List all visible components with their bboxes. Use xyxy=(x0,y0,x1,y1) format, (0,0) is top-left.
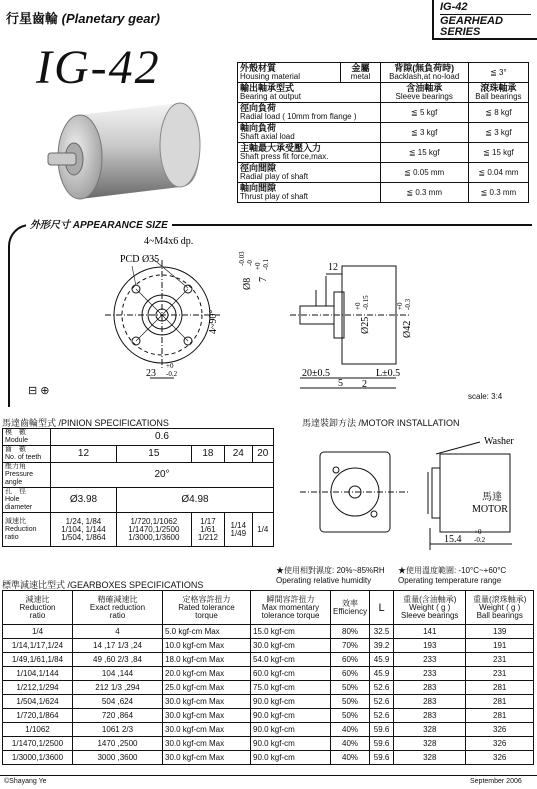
spec-row-radial-load: 徑向負荷 Radial load ( 10mm from flange ) ≦ 5 kgf ≦ 8 kgf xyxy=(238,103,529,123)
table-cell: 281 xyxy=(466,681,534,695)
table-row xyxy=(3,639,534,653)
spec-row-press-fit: 主軸最大承受壓入力 Shaft press fit force,max. ≦ 15 kgf ≦ 15 kgf xyxy=(238,143,529,163)
series-line-1: IG-42 xyxy=(440,1,468,13)
dim-holes: 4~M4x6 dp. xyxy=(144,236,194,247)
table-cell: 5.0 kgf-cm Max xyxy=(163,625,251,639)
table-cell: 30.0 kgf-cm Max xyxy=(163,723,251,737)
dim-20: 20±0.5 xyxy=(302,368,330,379)
table-cell: 139 xyxy=(466,625,534,639)
model-name: IG-42 xyxy=(36,41,161,94)
table-cell: 15.0 kgf-cm xyxy=(251,625,331,639)
pinion-row-module: 模 數 Module 0.6 xyxy=(3,429,274,446)
table-cell: 52.6 xyxy=(370,681,394,695)
table-cell: 14 ,17 1/3 ,24 xyxy=(73,639,163,653)
gearbox-table xyxy=(2,590,534,765)
dim-L: L±0.5 xyxy=(376,368,401,379)
series-line-3: SERIES xyxy=(440,26,481,38)
dim-d7-tol-up: +0 xyxy=(254,262,262,270)
front-view xyxy=(105,258,220,370)
dim-d8: Ø8 xyxy=(242,277,253,290)
table-cell: 328 xyxy=(394,723,466,737)
spec-row-axial-load: 軸向負荷 Shaft axial load ≦ 3 kgf ≦ 3 kgf xyxy=(238,123,529,143)
table-cell: 212 1/3 ,294 xyxy=(73,681,163,695)
table-cell: 52.6 xyxy=(370,695,394,709)
table-cell: 281 xyxy=(466,695,534,709)
table-cell: 90.0 kgf-cm xyxy=(251,695,331,709)
table-cell: 231 xyxy=(466,667,534,681)
gearbox-header-row: 減速比 Reduction ratio 精確減速比 Exact reduction ratio 定格容許扭力 Rated tolerance torque 瞬間容許扭力 Max momentary tolerance torque 效率 Efficiency L 重量(含油軸承) Weight ( g ) Sleeve bearings 重量(滾珠軸承) Weight ( g ) Ball bearings xyxy=(3,591,534,625)
table-cell: 70% xyxy=(331,639,370,653)
appearance-title: 外形尺寸 APPEARANCE SIZE xyxy=(26,216,172,231)
table-cell: 80% xyxy=(331,625,370,639)
humidity-note: ★使用相對濕度: 20%~85%RH Operating relative humidity xyxy=(276,566,385,585)
dim-d42-tol-up: +0 xyxy=(396,302,404,310)
table-cell: 326 xyxy=(466,723,534,737)
table-cell: 1/4 xyxy=(3,625,73,639)
dim-d42-tol-dn: -0.3 xyxy=(404,298,412,310)
dim-d8-tol-up: -0.03 xyxy=(238,251,246,266)
table-row xyxy=(3,667,534,681)
dim-d25-tol-up: +0 xyxy=(354,302,362,310)
table-cell: 50% xyxy=(331,681,370,695)
table-cell: 1/720,1/864 xyxy=(3,709,73,723)
table-cell: 1061 2/3 xyxy=(73,723,163,737)
table-cell: 328 xyxy=(394,737,466,751)
dimension-drawing xyxy=(90,230,510,390)
motor-install-drawing xyxy=(300,432,532,557)
table-cell: 4 xyxy=(73,625,163,639)
table-cell: 281 xyxy=(466,709,534,723)
table-cell: 45.9 xyxy=(370,667,394,681)
table-row xyxy=(3,751,534,765)
table-cell: 283 xyxy=(394,681,466,695)
table-cell: 231 xyxy=(466,653,534,667)
table-cell: 283 xyxy=(394,695,466,709)
table-cell: 504 ,624 xyxy=(73,695,163,709)
table-cell: 1/504,1/624 xyxy=(3,695,73,709)
table-cell: 59.6 xyxy=(370,737,394,751)
table-row xyxy=(3,653,534,667)
table-row xyxy=(3,695,534,709)
dim-23: 23 xyxy=(146,368,156,379)
table-cell: 1/104,1/144 xyxy=(3,667,73,681)
footer-date: September 2006 xyxy=(470,778,522,785)
spec-row-radial-play: 徑向間隙 Radial play of shaft ≦ 0.05 mm ≦ 0.04 mm xyxy=(238,163,529,183)
table-row xyxy=(3,737,534,751)
table-cell: 1470 ,2500 xyxy=(73,737,163,751)
motor-label-en: MOTOR xyxy=(472,504,508,515)
table-cell: 30.0 kgf-cm xyxy=(251,639,331,653)
table-cell: 90.0 kgf-cm xyxy=(251,737,331,751)
dim-23-tol-up: +0 xyxy=(166,362,174,370)
table-cell: 233 xyxy=(394,667,466,681)
motor-dim-tol-up: +0 xyxy=(474,528,482,536)
table-cell: 1/212,1/294 xyxy=(3,681,73,695)
table-row xyxy=(3,723,534,737)
dim-d7-tol-dn: -0.1 xyxy=(262,258,270,270)
table-row xyxy=(3,625,534,639)
dim-angle: 4~90° xyxy=(208,309,219,334)
pinion-table xyxy=(2,428,274,547)
washer-label: Washer xyxy=(484,436,514,447)
table-cell: 10.0 kgf-cm Max xyxy=(163,639,251,653)
title-zh: 行星齒輪 xyxy=(6,11,59,26)
table-cell: 18.0 kgf-cm Max xyxy=(163,653,251,667)
temperature-note: ★使用溫度範圍: -10°C~+60°C Operating temperature range xyxy=(398,566,507,585)
table-row xyxy=(3,709,534,723)
table-cell: 40% xyxy=(331,751,370,765)
dim-pcd: PCD Ø35 xyxy=(120,254,160,265)
projection-symbols: ⊟ ⊕ xyxy=(28,385,50,397)
table-cell: 1/49,1/61,1/84 xyxy=(3,653,73,667)
gearmotor-image xyxy=(40,95,210,215)
table-cell: 50% xyxy=(331,709,370,723)
dim-23-tol-dn: -0.2 xyxy=(166,370,178,378)
table-cell: 60.0 kgf-cm xyxy=(251,667,331,681)
table-cell: 1/3000,1/3600 xyxy=(3,751,73,765)
table-cell: 1/1470,1/2500 xyxy=(3,737,73,751)
dim-d7: 7 xyxy=(258,277,269,282)
dim-d25: Ø25 xyxy=(360,316,371,334)
table-cell: 40% xyxy=(331,737,370,751)
series-line-2: GEARHEAD xyxy=(440,15,503,27)
table-cell: 25.0 kgf-cm Max xyxy=(163,681,251,695)
table-cell: 54.0 kgf-cm xyxy=(251,653,331,667)
table-row xyxy=(3,681,534,695)
table-cell: 1/14,1/17,1/24 xyxy=(3,639,73,653)
dim-d25-tol-dn: -0.15 xyxy=(362,295,370,310)
spec-row-housing: 外殼材質 Housing material 金屬 metal 背隙(無負荷時) Backlash,at no-load ≦ 3° xyxy=(238,63,529,83)
table-cell: 49 ,60 2/3 ,84 xyxy=(73,653,163,667)
title-en: (Planetary gear) xyxy=(61,11,160,26)
spec-row-bearing: 輸出軸承型式 Bearing at output 含油軸承 Sleeve bearings 滾珠軸承 Ball bearings xyxy=(238,83,529,103)
table-cell: 59.6 xyxy=(370,723,394,737)
motor-install-title: 馬達裝卸方法 /MOTOR INSTALLATION xyxy=(302,418,460,428)
table-cell: 30.0 kgf-cm Max xyxy=(163,737,251,751)
table-cell: 3000 ,3600 xyxy=(73,751,163,765)
table-cell: 326 xyxy=(466,751,534,765)
table-cell: 328 xyxy=(394,751,466,765)
table-cell: 60% xyxy=(331,667,370,681)
table-cell: 1/1062 xyxy=(3,723,73,737)
dim-d8-tol-dn: -0 xyxy=(246,260,254,266)
gearbox-title: 標準減速比型式 /GEARBOXES SPECIFICATIONS xyxy=(2,580,204,590)
dim-12: 12 xyxy=(328,262,338,273)
table-cell: 326 xyxy=(466,737,534,751)
table-cell: 50% xyxy=(331,695,370,709)
pinion-row-reduction: 減速比 Reduction ratio 1/24, 1/84 1/104, 1/144 1/504, 1/864 1/720,1/1062 1/1470,1/2500 1/3000,1/3600 1/17 1/61 1/212 1/14 1/49 1/4 xyxy=(3,513,274,547)
motor-dim-tol-dn: -0.2 xyxy=(474,536,486,544)
table-cell: 75.0 kgf-cm xyxy=(251,681,331,695)
pinion-title: 馬達齒輪型式 /PINION SPECIFICATIONS xyxy=(2,418,169,428)
table-cell: 32.5 xyxy=(370,625,394,639)
table-cell: 90.0 kgf-cm xyxy=(251,751,331,765)
page-title xyxy=(6,8,160,27)
table-cell: 141 xyxy=(394,625,466,639)
table-cell: 52.6 xyxy=(370,709,394,723)
table-cell: 45.9 xyxy=(370,653,394,667)
dim-d42: Ø42 xyxy=(402,320,413,338)
table-cell: 193 xyxy=(394,639,466,653)
table-cell: 90.0 kgf-cm xyxy=(251,709,331,723)
motor-dim: 15.4 xyxy=(444,534,462,545)
table-cell: 30.0 kgf-cm Max xyxy=(163,751,251,765)
dim-2: 2 xyxy=(362,379,367,390)
table-cell: 191 xyxy=(466,639,534,653)
table-cell: 90.0 kgf-cm xyxy=(251,723,331,737)
spec-table xyxy=(237,62,529,203)
dim-5: 5 xyxy=(338,378,343,389)
series-box xyxy=(432,0,537,40)
motor-label-zh: 馬達 xyxy=(482,492,502,503)
table-cell: 283 xyxy=(394,709,466,723)
pinion-row-hole: 孔 徑 Hole diameter Ø3.98 Ø4.98 xyxy=(3,488,274,513)
table-cell: 40% xyxy=(331,723,370,737)
table-cell: 104 ,144 xyxy=(73,667,163,681)
table-cell: 233 xyxy=(394,653,466,667)
table-cell: 60% xyxy=(331,653,370,667)
table-cell: 30.0 kgf-cm Max xyxy=(163,709,251,723)
table-cell: 20.0 kgf-cm Max xyxy=(163,667,251,681)
spec-row-thrust-play: 軸向間隙 Thrust play of shaft ≦ 0.3 mm ≦ 0.3 mm xyxy=(238,183,529,203)
pinion-row-pressure: 壓力角 Pressure angle 20° xyxy=(3,463,274,488)
footer-rule xyxy=(0,775,537,776)
footer-company: ©Shayang Ye xyxy=(4,778,47,785)
table-cell: 59.6 xyxy=(370,751,394,765)
pinion-row-teeth: 齒 數 No. of teeth 12 15 18 24 20 xyxy=(3,446,274,463)
table-cell: 39.2 xyxy=(370,639,394,653)
table-cell: 30.0 kgf-cm Max xyxy=(163,695,251,709)
table-cell: 720 ,864 xyxy=(73,709,163,723)
drawing-scale: scale: 3:4 xyxy=(468,392,503,401)
